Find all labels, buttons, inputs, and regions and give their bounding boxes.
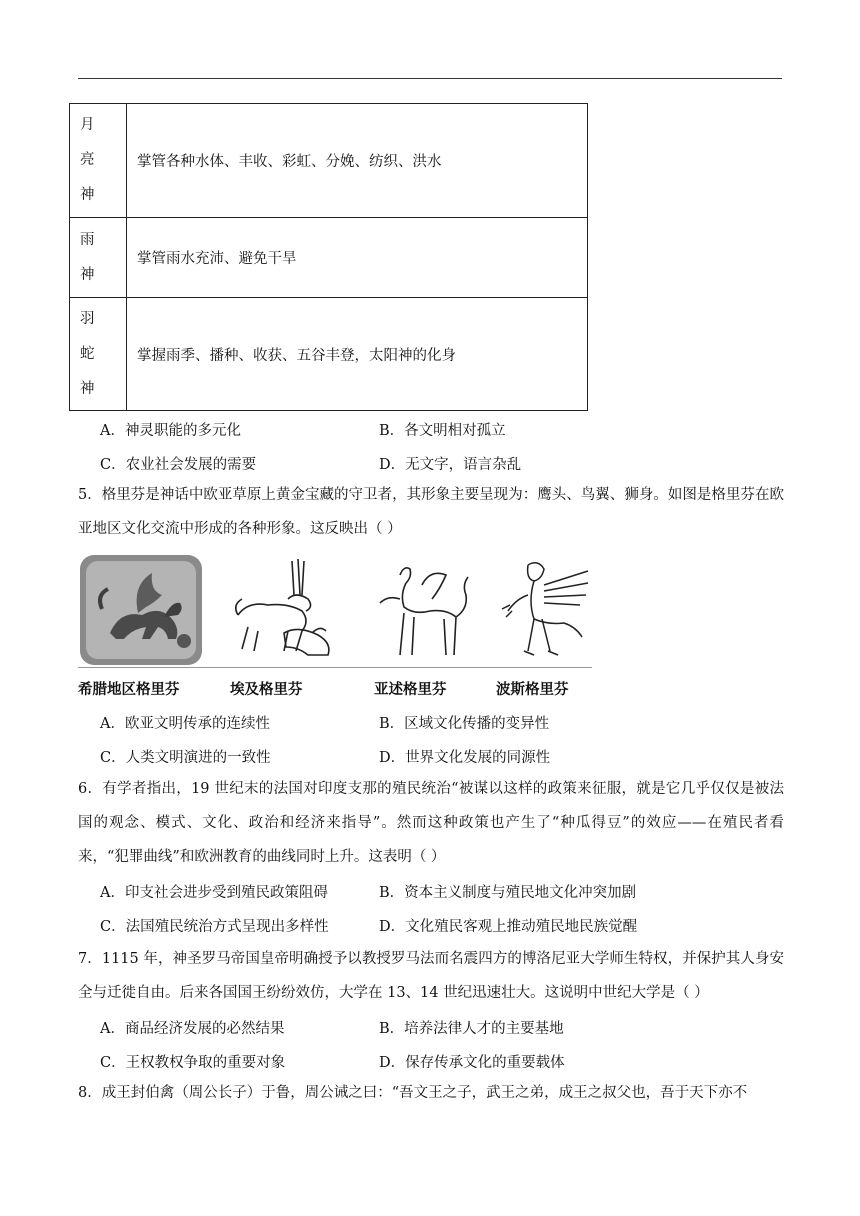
persian-griffin-image [498, 555, 592, 665]
q5-option-c[interactable]: C．人类文明演进的一致性 [100, 750, 271, 766]
god-name: 羽 蛇 神 [70, 298, 127, 411]
q4-option-c[interactable]: C．农业社会发展的需要 [100, 457, 257, 473]
q8-stem: 8．成王封伯禽（周公长子）于鲁，周公诫之曰：“吾文王之子，武王之弟，成王之叔父也，吾于天下亦不 [78, 1085, 748, 1101]
q7-option-b[interactable]: B．培养法律人才的主要基地 [379, 1021, 564, 1037]
table-row [70, 104, 588, 218]
q4-option-a[interactable]: A．神灵职能的多元化 [100, 423, 241, 439]
god-duty: 掌握雨季、播种、收获、五谷丰登，太阳神的化身 [127, 298, 588, 411]
q6-stem: 6．有学者指出，19 世纪末的法国对印度支那的殖民统治“被谋以这样的政策来征服，就是它几乎仅仅是被法国的观念、模式、文化、政治和经济来指导”。然而这种政策也产生了“种瓜得豆”的效应——在殖民者看来，“犯罪曲线”和欧洲教育的曲线同时上升。这表明（ ） [78, 781, 784, 865]
god-name: 雨 神 [70, 218, 127, 298]
table-row [70, 218, 588, 298]
caption-persian: 波斯格里芬 [496, 681, 569, 698]
caption-egyptian: 埃及格里芬 [230, 681, 303, 698]
gods-table [69, 103, 588, 411]
q6-option-d[interactable]: D．文化殖民客观上推动殖民地民族觉醒 [379, 919, 638, 935]
header-rule [78, 78, 782, 79]
god-duty: 掌管各种水体、丰收、彩虹、分娩、纺织、洪水 [127, 104, 588, 218]
q6-option-b[interactable]: B．资本主义制度与殖民地文化冲突加剧 [379, 885, 637, 901]
q5-option-d[interactable]: D．世界文化发展的同源性 [379, 750, 551, 766]
q7-option-a[interactable]: A．商品经济发展的必然结果 [100, 1021, 285, 1037]
caption-greek: 希腊地区格里芬 [78, 681, 180, 698]
figure-baseline [78, 667, 592, 668]
griffin-figures [78, 555, 592, 667]
caption-assyrian: 亚述格里芬 [374, 681, 447, 698]
greek-griffin-image [80, 555, 202, 665]
q4-option-b[interactable]: B．各文明相对孤立 [379, 423, 506, 439]
q5-stem: 5．格里芬是神话中欧亚草原上黄金宝藏的守卫者，其形象主要呈现为：鹰头、鸟翼、狮身。如图是格里芬在欧亚地区文化交流中形成的各种形象。这反映出（ ） [78, 487, 784, 537]
q7-option-c[interactable]: C．王权教权争取的重要对象 [100, 1055, 286, 1071]
q7-option-d[interactable]: D．保存传承文化的重要载体 [379, 1055, 565, 1071]
q6-option-c[interactable]: C．法国殖民统治方式呈现出多样性 [100, 919, 329, 935]
q4-option-d[interactable]: D．无文字，语言杂乱 [379, 457, 522, 473]
q7-stem: 7．1115 年，神圣罗马帝国皇帝明确授予以教授罗马法而名震四方的博洛尼亚大学师生特权，并保护其人身安全与迁徙自由。后来各国国王纷纷效仿，大学在 13、14 世纪迅速壮大。这说明中世纪大学是（ ） [78, 951, 784, 1001]
egyptian-griffin-image [228, 555, 340, 665]
god-name: 月 亮 神 [70, 104, 127, 218]
table-row [70, 298, 588, 411]
god-duty: 掌管雨水充沛、避免干旱 [127, 218, 588, 298]
q5-option-b[interactable]: B．区域文化传播的变异性 [379, 716, 550, 732]
q6-option-a[interactable]: A．印支社会进步受到殖民政策阻碍 [100, 885, 328, 901]
assyrian-griffin-image [370, 555, 474, 665]
q5-option-a[interactable]: A．欧亚文明传承的连续性 [100, 716, 270, 732]
